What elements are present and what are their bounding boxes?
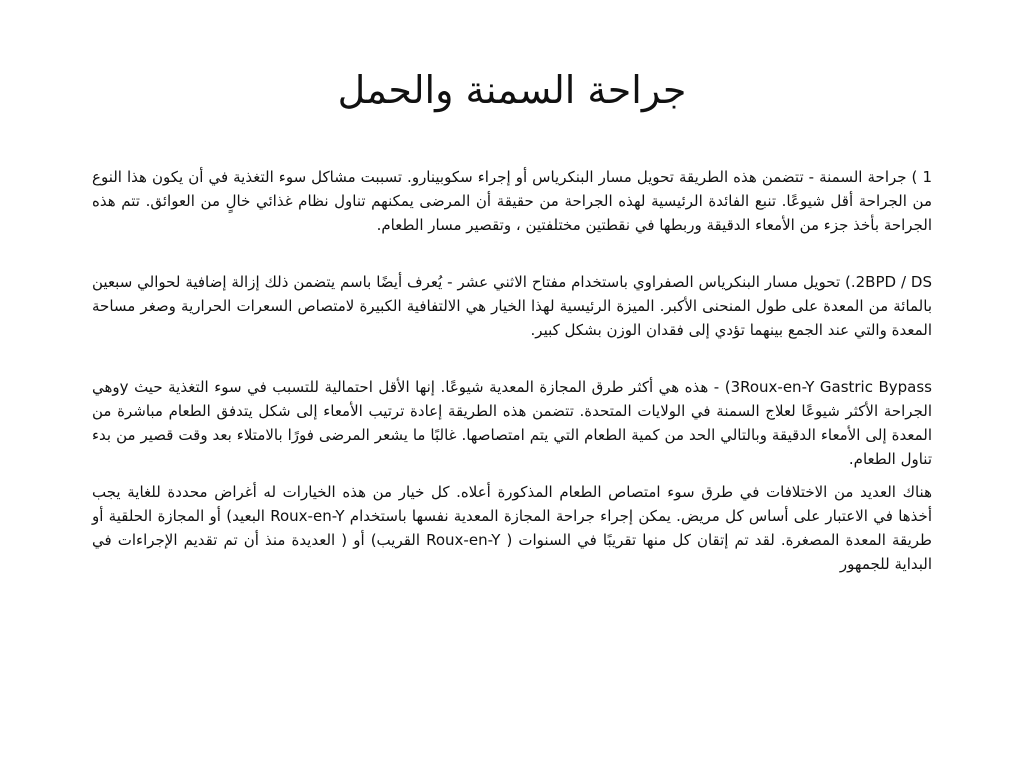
paragraph-4: هناك العديد من الاختلافات في طرق سوء امتصاص الطعام المذكورة أعلاه. كل خيار من هذه الخيارات له أغراض محددة للغاية يجب أخذها في الاعتبار على أساس كل مريض. يمكن إجراء جراحة المجازة المعدية نفسها باستخدام Roux-en-Y البعيد) أو المجازة الحلقية أو طريقة المعدة المصغرة. لقد تم إتقان كل منها تقريبًا في السنوات ( Roux-en-Y القريب) أو ( العديدة منذ أن تم تقديم الإجراءات في البداية للجمهور: [92, 483, 932, 573]
paragraph-1: 1 ) جراحة السمنة - تتضمن هذه الطريقة تحويل مسار البنكرياس أو إجراء سكوبينارو. تسببت مشاكل سوء التغذية في أن يكون هذا النوع من الجراحة أقل شيوعًا. تنبع الفائدة الرئيسية لهذه الجراحة من حقيقة أن المرضى يمكنهم تناول نظام غذائي خالٍ من العوائق. تتم هذه الجراحة بأخذ جزء من الأمعاء الدقيقة وربطها في نقطتين مختلفتين ، وتقصير مسار الطعام.: [92, 168, 932, 234]
paragraph-2: 2BPD / DS.) تحويل مسار البنكرياس الصفراوي باستخدام مفتاح الاثني عشر - يُعرف أيضًا باسم يتضمن ذلك إزالة إضافية لحوالي سبعين بالمائة من المعدة على طول المنحنى الأكبر. الميزة الرئيسية لهذا الخيار هي الالتفافية الكبيرة لامتصاص السعرات الحرارية وصغر مساحة المعدة والتي عند الجمع بينهما تؤدي إلى فقدان الوزن بشكل كبير.: [92, 273, 932, 339]
paragraph-3: 3Roux-en-Y Gastric Bypass) - هذه هي أكثر طرق المجازة المعدية شيوعًا. إنها الأقل احتمالية للتسبب في سوء التغذية حيث yوهي الجراحة الأكثر شيوعًا لعلاج السمنة في الولايات المتحدة. تتضمن هذه الطريقة إعادة ترتيب الأمعاء إلى شكل يتدفق الطعام مباشرة من المعدة إلى الأمعاء الدقيقة وبالتالي الحد من كمية الطعام التي يتم امتصاصها. غالبًا ما يشعر المرضى فورًا بالامتلاء بعد وقت قصير من بدء تناول الطعام.: [92, 378, 932, 468]
slide-title: جراحة السمنة والحمل: [337, 68, 687, 112]
slide-body: [92, 165, 932, 576]
